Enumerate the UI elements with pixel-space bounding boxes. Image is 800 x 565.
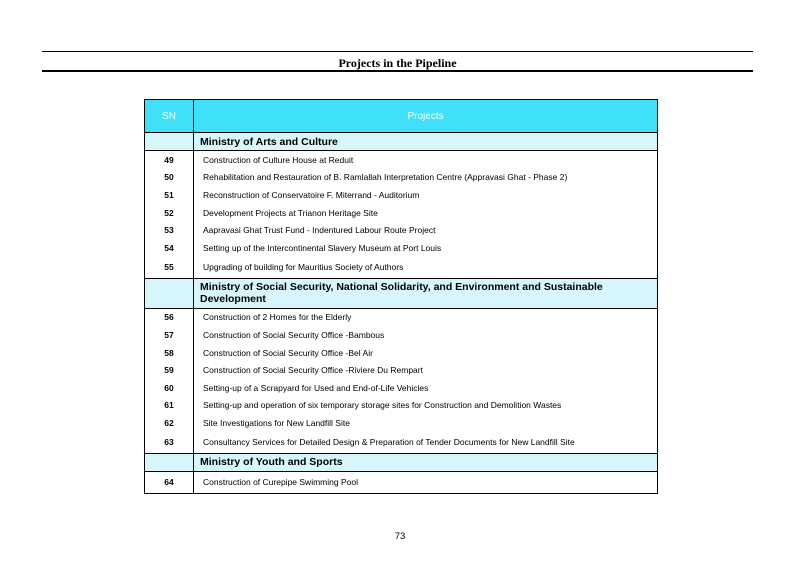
project-name: Construction of Social Security Office -Riviere Du Rempart — [194, 361, 658, 379]
section-header-row — [145, 133, 658, 151]
project-name: Aapravasi Ghat Trust Fund - Indentured Labour Route Project — [194, 221, 658, 239]
table-row — [145, 239, 658, 257]
project-name: Construction of Curepipe Swimming Pool — [194, 471, 658, 493]
table-row — [145, 379, 658, 397]
table-row — [145, 344, 658, 362]
section-title: Ministry of Social Security, National Solidarity, and Environment and Sustainable Development — [194, 278, 658, 308]
project-name: Construction of 2 Homes for the Elderly — [194, 308, 658, 326]
table-row — [145, 361, 658, 379]
project-name: Setting up of the Intercontinental Slavery Museum at Port Louis — [194, 239, 658, 257]
project-sn: 53 — [145, 221, 194, 239]
project-name: Construction of Social Security Office -Bel Air — [194, 344, 658, 362]
table-row — [145, 308, 658, 326]
table-row — [145, 151, 658, 169]
header-rule-top — [42, 51, 753, 52]
page-number: 73 — [394, 531, 406, 542]
table-row — [145, 169, 658, 187]
project-sn: 54 — [145, 239, 194, 257]
header-rule-bottom — [42, 70, 753, 72]
section-sn-cell — [145, 133, 194, 151]
section-header-row — [145, 453, 658, 471]
table-row — [145, 186, 658, 204]
project-name: Reconstruction of Conservatoire F. Miterrand - Auditorium — [194, 186, 658, 204]
project-name: Site Investigations for New Landfill Site — [194, 414, 658, 432]
project-sn: 51 — [145, 186, 194, 204]
project-name: Upgrading of building for Mauritius Society of Authors — [194, 257, 658, 279]
projects-table-body — [145, 100, 658, 494]
table-row — [145, 432, 658, 454]
table-row — [145, 326, 658, 344]
page-title: Projects in the Pipeline — [338, 56, 457, 70]
table-row — [145, 397, 658, 415]
project-sn: 64 — [145, 471, 194, 493]
project-sn: 62 — [145, 414, 194, 432]
project-sn: 52 — [145, 204, 194, 222]
projects-table — [144, 99, 658, 494]
project-sn: 58 — [145, 344, 194, 362]
table-header-row — [145, 100, 658, 133]
project-sn: 56 — [145, 308, 194, 326]
project-name: Setting-up and operation of six temporary storage sites for Construction and Demolition Wastes — [194, 397, 658, 415]
section-title: Ministry of Arts and Culture — [194, 133, 658, 151]
project-sn: 60 — [145, 379, 194, 397]
table-row — [145, 204, 658, 222]
column-header-sn: SN — [145, 100, 194, 133]
project-name: Construction of Social Security Office -Bambous — [194, 326, 658, 344]
project-name: Construction of Culture House at Reduit — [194, 151, 658, 169]
project-sn: 57 — [145, 326, 194, 344]
project-name: Rehabilitation and Restauration of B. Ramlallah Interpretation Centre (Appravasi Ghat - Phase 2) — [194, 169, 658, 187]
project-name: Consultancy Services for Detailed Design & Preparation of Tender Documents for New Landfill Site — [194, 432, 658, 454]
table-row — [145, 471, 658, 493]
project-name: Development Projects at Trianon Heritage Site — [194, 204, 658, 222]
section-sn-cell — [145, 453, 194, 471]
project-name: Setting-up of a Scrapyard for Used and End-of-Life Vehicles — [194, 379, 658, 397]
project-sn: 59 — [145, 361, 194, 379]
table-row — [145, 257, 658, 279]
project-sn: 49 — [145, 151, 194, 169]
column-header-projects: Projects — [194, 100, 658, 133]
project-sn: 50 — [145, 169, 194, 187]
table-row — [145, 414, 658, 432]
project-sn: 61 — [145, 397, 194, 415]
section-header-row — [145, 278, 658, 308]
section-title: Ministry of Youth and Sports — [194, 453, 658, 471]
project-sn: 63 — [145, 432, 194, 454]
project-sn: 55 — [145, 257, 194, 279]
section-sn-cell — [145, 278, 194, 308]
table-row — [145, 221, 658, 239]
